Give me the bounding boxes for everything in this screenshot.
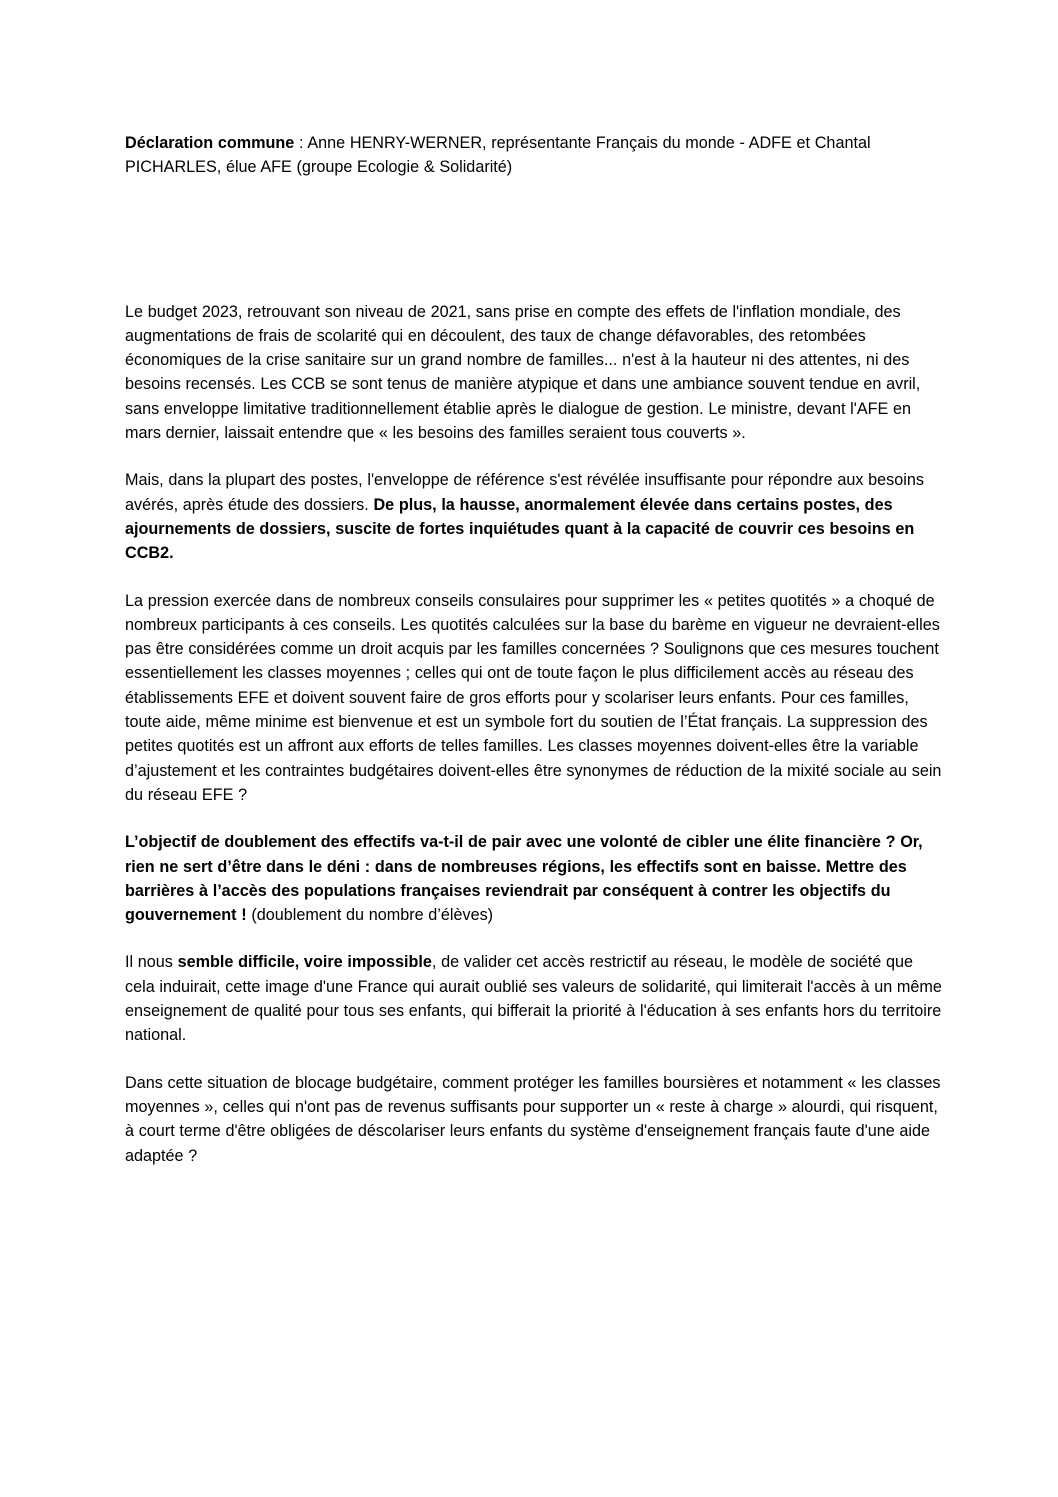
paragraph-acces-restrictif xyxy=(125,950,943,1047)
text-run: La pression exercée dans de nombreux conseils consulaires pour supprimer les « petites quotités » a choqué de nombreux participants à ces conseils. Les quotités calculées sur la base du barème en vigueur ne devraient-elles pas être considérées comme un droit acquis par les familles concernées ? Soulignons que ces mesures touchent essentiellement les classes moyennes ; celles qui ont de toute façon le plus difficilement accès au réseau des établissements EFE et doivent souvent faire de gros efforts pour y scolariser leurs enfants. Pour ces familles, toute aide, même minime est bienvenue et est un symbole fort du soutien de l’État français. La suppression des petites quotités est un affront aux efforts de telles familles. Les classes moyennes doivent-elles être la variable d’ajustement et les contraintes budgétaires doivent-elles être synonymes de réduction de la mixité sociale au sein du réseau EFE ? xyxy=(125,591,942,804)
paragraph-petites-quotites xyxy=(125,589,943,808)
text-run: Mais, dans la plupart des postes, l'enveloppe de référence s'est révélée insuffisante pour répondre aux besoins avérés, après étude des dossiers. xyxy=(125,471,924,514)
bold-text-run: Déclaration commune xyxy=(125,134,300,152)
bold-text-run: L’objectif de doublement des effectifs va-t-il de pair avec une volonté de cibler une élite financière ? Or, rien ne sert d’être dans le déni : dans de nombreuses régions, les effectifs sont en baisse. Mettre des barrières à l’accès des populations françaises reviendrait par conséquent à contrer les objectifs du gouvernement ! xyxy=(125,833,923,925)
document-body xyxy=(125,180,943,1168)
paragraph-budget-2023 xyxy=(125,300,943,446)
text-run: : Anne HENRY-WERNER, représentante Français du monde - ADFE et Chantal PICHARLES, élue AFE (groupe Ecologie & Solidarité) xyxy=(125,134,871,177)
paragraph-enveloppe-reference xyxy=(125,468,943,565)
document-content xyxy=(125,131,943,1191)
text-run: Il nous xyxy=(125,953,178,972)
text-run: (doublement du nombre d’élèves) xyxy=(246,906,494,925)
paragraph-blocage-budgetaire xyxy=(125,1071,943,1168)
paragraph-doublement-effectifs xyxy=(125,830,943,927)
text-run: Le budget 2023, retrouvant son niveau de 2021, sans prise en compte des effets de l'inflation mondiale, des augmentations de frais de scolarité qui en découlent, des taux de change défavorables, des retombées économiques de la crise sanitaire sur un grand nombre de familles... n'est à la hauteur ni des attentes, ni des besoins recensés. Les CCB se sont tenus de manière atypique et dans une ambiance souvent tendue en avril, sans enveloppe limitative traditionnellement établie après le dialogue de gestion. Le ministre, devant l'AFE en mars dernier, laissait entendre que « les besoins des familles seraient tous couverts ». xyxy=(125,302,921,443)
bold-text-run: De plus, la hausse, anormalement élevée dans certains postes, des ajournements de dossiers, suscite de fortes inquiétudes quant à la capacité de couvrir ces besoins en CCB2. xyxy=(125,495,915,563)
text-run: Dans cette situation de blocage budgétaire, comment protéger les familles boursières et notamment « les classes moyennes », celles qui n'ont pas de revenus suffisants pour supporter un « reste à charge » alourdi, qui risquent, à court terme d'être obligées de déscolariser leurs enfants du système d'enseignement français faute d'une aide adaptée ? xyxy=(125,1073,941,1165)
text-run: , de valider cet accès restrictif au réseau, le modèle de société que cela induirait, cette image d'une France qui aurait oublié ses valeurs de solidarité, qui limiterait l'accès à un même enseignement de qualité pour tous ses enfants, qui bifferait la priorité à l'éducation à ses enfants hors du territoire national. xyxy=(125,953,942,1045)
document-header xyxy=(125,131,943,180)
bold-text-run: semble difficile, voire impossible xyxy=(177,953,432,972)
